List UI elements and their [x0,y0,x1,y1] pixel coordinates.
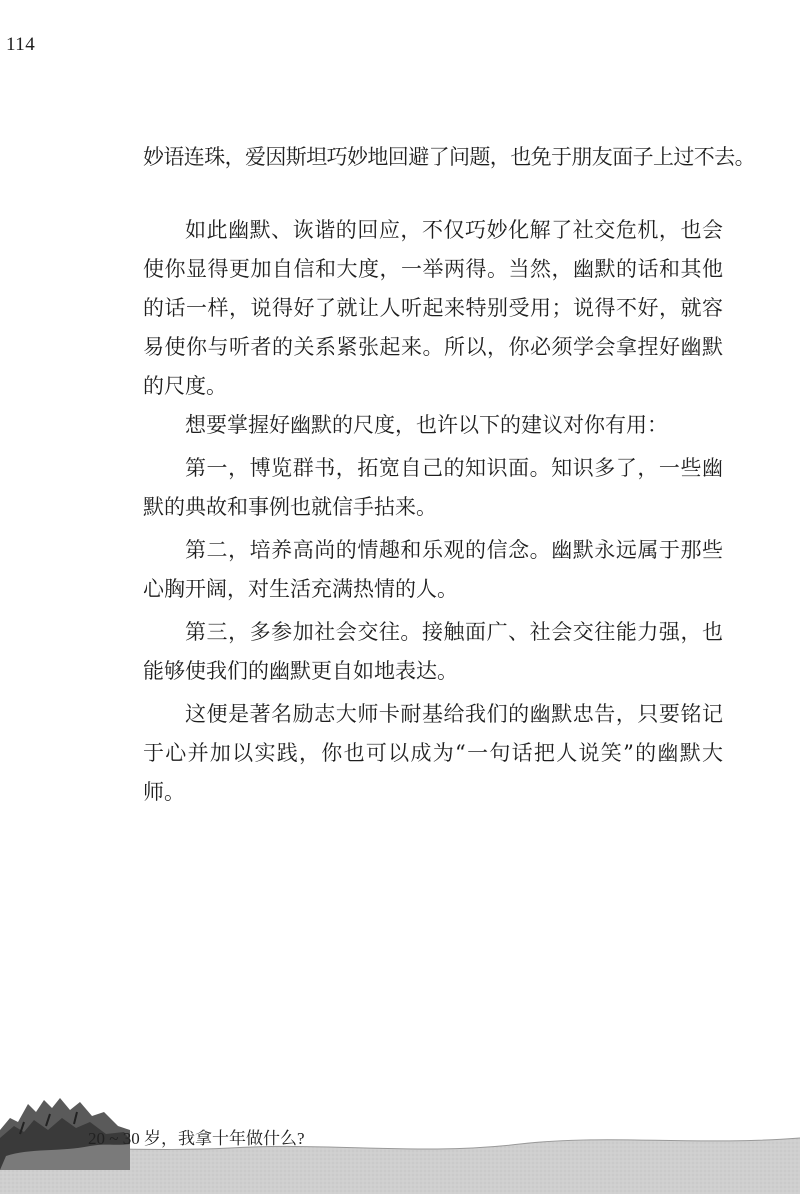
paragraph: 第二，培养高尚的情趣和乐观的信念。幽默永远属于那些心胸开阔，对生活充满热情的人。 [143,538,723,601]
body-text [143,211,723,816]
page-number: 114 [6,34,36,55]
paragraph: 第三，多参加社会交往。接触面广、社会交往能力强，也能够使我们的幽默更自如地表达。 [143,620,723,683]
paragraph: 想要掌握好幽默的尺度，也许以下的建议对你有用： [185,413,668,437]
running-footer: 20 ~ 30 岁，我拿十年做什么? [88,1129,305,1148]
paragraph: 第一，博览群书，拓宽自己的知识面。知识多了，一些幽默的典故和事例也就信手拈来。 [143,456,723,519]
continuation-line: 妙语连珠，爱因斯坦巧妙地回避了问题，也免于朋友面子上过不去。 [143,145,755,169]
paragraph: 这便是著名励志大师卡耐基给我们的幽默忠告，只要铭记于心并加以实践，你也可以成为“一句话把人说笑”的幽默大师。 [143,702,723,804]
paragraph: 如此幽默、诙谐的回应，不仅巧妙化解了社交危机，也会使你显得更加自信和大度，一举两得。当然，幽默的话和其他的话一样，说得好了就让人听起来特别受用；说得不好，就容易使你与听者的关系紧张起来。所以，你必须学会拿捏好幽默的尺度。 [143,218,723,398]
mountain-landscape-sketch-icon [0,1060,130,1170]
